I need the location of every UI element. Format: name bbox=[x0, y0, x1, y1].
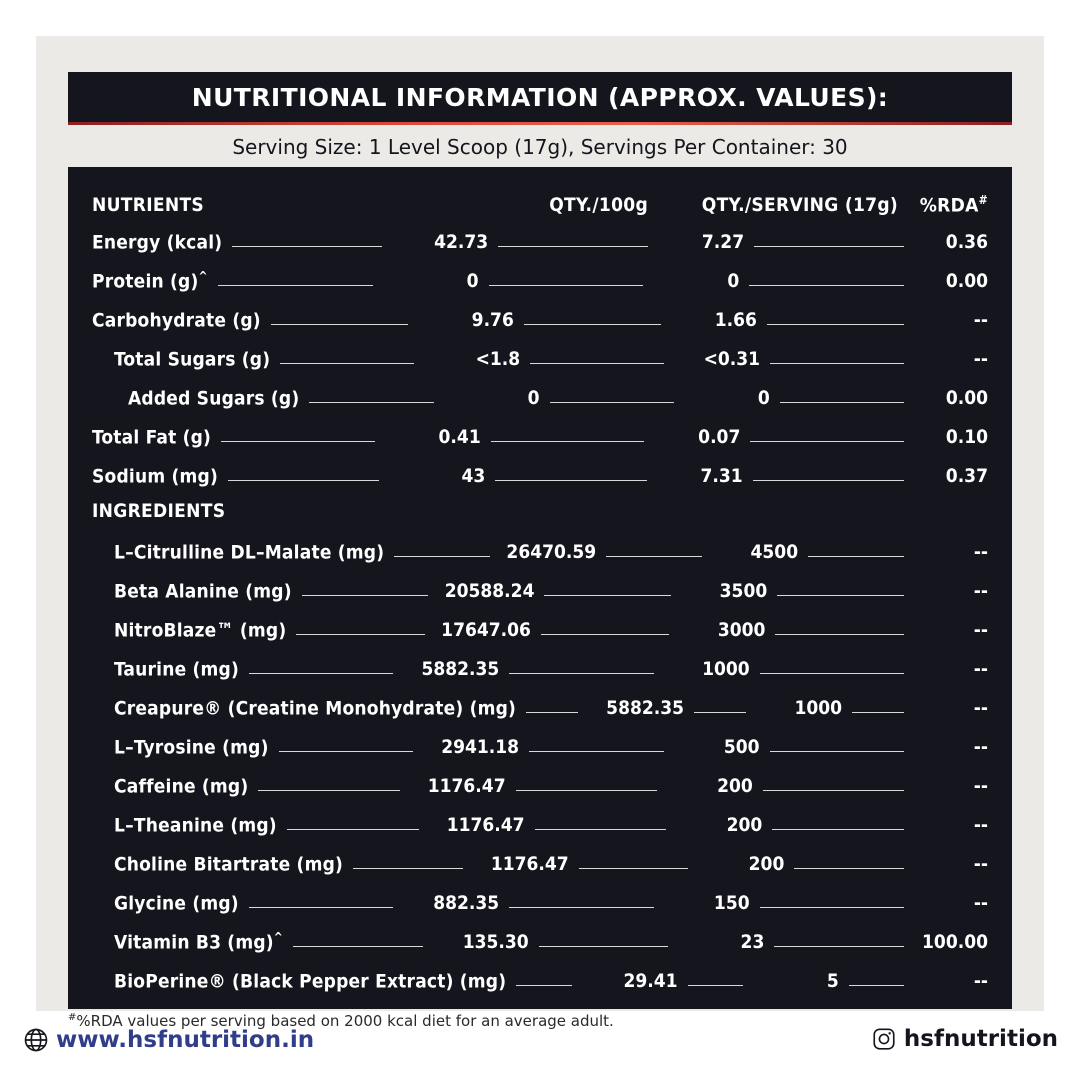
leader-line bbox=[258, 790, 399, 791]
leader-line bbox=[852, 712, 904, 713]
value-per-100g: <1.8 bbox=[475, 348, 521, 370]
leader-line bbox=[770, 363, 904, 364]
leader-line bbox=[228, 480, 379, 481]
website-link[interactable] bbox=[22, 1026, 314, 1054]
leader-line bbox=[754, 246, 904, 247]
row-label: Taurine (mg) bbox=[114, 658, 239, 680]
leader-line bbox=[516, 790, 657, 791]
table-row bbox=[92, 525, 988, 564]
table-row bbox=[92, 915, 988, 954]
value-per-serving: 7.31 bbox=[700, 465, 743, 487]
table-row bbox=[92, 798, 988, 837]
leader-line bbox=[249, 907, 393, 908]
value-rda: -- bbox=[973, 775, 988, 797]
row-label: Added Sugars (g) bbox=[128, 387, 300, 409]
value-per-100g: 26470.59 bbox=[506, 541, 597, 563]
row-label: NitroBlaze™ (mg) bbox=[114, 619, 287, 641]
globe-icon bbox=[22, 1026, 50, 1054]
value-per-serving: 7.27 bbox=[701, 231, 745, 253]
leader-line bbox=[249, 673, 393, 674]
value-per-100g: 2941.18 bbox=[441, 736, 520, 758]
value-rda: -- bbox=[973, 892, 989, 914]
row-label: Total Fat (g) bbox=[92, 426, 212, 448]
value-rda: -- bbox=[973, 814, 989, 836]
bottom-bar bbox=[0, 1016, 1080, 1080]
value-per-100g: 5882.35 bbox=[606, 697, 685, 719]
row-label: L–Citrulline DL–Malate (mg) bbox=[114, 541, 385, 563]
value-rda: -- bbox=[973, 697, 988, 719]
leader-line bbox=[760, 907, 904, 908]
leader-line bbox=[777, 595, 904, 596]
value-per-100g: 17647.06 bbox=[441, 619, 531, 641]
value-per-serving: 4500 bbox=[750, 541, 799, 563]
value-per-serving: 500 bbox=[723, 736, 760, 758]
table-row bbox=[92, 837, 988, 876]
table-row bbox=[92, 876, 988, 915]
value-rda: 100.00 bbox=[922, 931, 988, 953]
row-label: BioPerine® (Black Pepper Extract) (mg) bbox=[114, 970, 507, 992]
row-label: Glycine (mg) bbox=[114, 892, 239, 914]
title-band bbox=[68, 72, 1012, 122]
table-row bbox=[92, 759, 988, 798]
value-per-100g: 0 bbox=[466, 270, 479, 292]
table-row bbox=[92, 449, 988, 488]
value-per-serving: 200 bbox=[717, 775, 753, 797]
value-rda: -- bbox=[973, 619, 988, 641]
row-label: Protein (g)^ bbox=[92, 268, 208, 292]
value-rda: 0.00 bbox=[945, 270, 989, 292]
table-row bbox=[92, 603, 988, 642]
leader-line bbox=[763, 790, 904, 791]
value-per-serving: 3000 bbox=[717, 619, 766, 641]
row-label: L–Theanine (mg) bbox=[114, 814, 277, 836]
row-label: Total Sugars (g) bbox=[114, 348, 271, 370]
leader-line bbox=[509, 907, 653, 908]
leader-line bbox=[218, 285, 373, 286]
value-per-serving: 1000 bbox=[702, 658, 750, 680]
table-row bbox=[92, 293, 988, 332]
row-label: Creapure® (Creatine Monohydrate) (mg) bbox=[114, 697, 517, 719]
row-label: Beta Alanine (mg) bbox=[114, 580, 292, 602]
column-header-rda: %RDA# bbox=[919, 192, 988, 216]
instagram-handle[interactable] bbox=[871, 1026, 1058, 1052]
leader-line bbox=[750, 441, 904, 442]
leader-line bbox=[539, 946, 669, 947]
leader-line bbox=[780, 402, 904, 403]
label-card bbox=[36, 36, 1044, 1030]
value-per-100g: 1176.47 bbox=[427, 775, 506, 797]
leader-line bbox=[760, 673, 904, 674]
leader-line bbox=[516, 985, 571, 986]
leader-line bbox=[794, 868, 904, 869]
value-rda: 0.37 bbox=[945, 465, 988, 487]
nutrition-table bbox=[68, 167, 1012, 1009]
value-rda: 0.00 bbox=[945, 387, 989, 409]
row-label: Sodium (mg) bbox=[92, 465, 218, 487]
leader-line bbox=[849, 985, 904, 986]
table-row bbox=[92, 564, 988, 603]
value-rda: -- bbox=[973, 736, 988, 758]
leader-line bbox=[302, 595, 429, 596]
leader-line bbox=[287, 829, 419, 830]
row-label: Vitamin B3 (mg)^ bbox=[114, 929, 284, 953]
table-row bbox=[92, 681, 988, 720]
leader-line bbox=[808, 556, 904, 557]
leader-line bbox=[774, 946, 904, 947]
leader-line bbox=[544, 595, 671, 596]
leader-line bbox=[293, 946, 423, 947]
value-per-serving: 200 bbox=[726, 814, 763, 836]
leader-line bbox=[606, 556, 702, 557]
value-per-serving: 0.07 bbox=[698, 426, 741, 448]
value-per-100g: 0.41 bbox=[438, 426, 481, 448]
leader-line bbox=[232, 246, 382, 247]
page-title: NUTRITIONAL INFORMATION (APPROX. VALUES): bbox=[191, 82, 889, 112]
leader-line bbox=[271, 324, 408, 325]
value-per-serving: 3500 bbox=[719, 580, 768, 602]
leader-line bbox=[524, 324, 661, 325]
instagram-icon bbox=[871, 1026, 897, 1052]
value-rda: 0.10 bbox=[945, 426, 988, 448]
leader-line bbox=[688, 985, 743, 986]
table-row bbox=[92, 215, 988, 254]
row-label: Carbohydrate (g) bbox=[92, 309, 261, 331]
leader-line bbox=[526, 712, 578, 713]
instagram-username: hsfnutrition bbox=[903, 1026, 1058, 1052]
table-row bbox=[92, 410, 988, 449]
leader-line bbox=[394, 556, 490, 557]
value-per-100g: 43 bbox=[461, 465, 486, 487]
value-per-serving: 23 bbox=[740, 931, 765, 953]
value-rda: -- bbox=[973, 970, 989, 992]
serving-info: Serving Size: 1 Level Scoop (17g), Servings Per Container: 30 bbox=[232, 135, 848, 159]
value-per-serving: 0 bbox=[757, 387, 770, 409]
value-per-100g: 42.73 bbox=[434, 231, 489, 253]
value-rda: -- bbox=[973, 309, 988, 331]
value-rda: -- bbox=[973, 658, 988, 680]
column-header-nutrients: NUTRIENTS bbox=[92, 194, 205, 216]
leader-line bbox=[753, 480, 904, 481]
row-label: L–Tyrosine (mg) bbox=[114, 736, 269, 758]
leader-line bbox=[489, 285, 644, 286]
leader-line bbox=[535, 829, 667, 830]
leader-line bbox=[491, 441, 645, 442]
column-header-per-serving: QTY./SERVING (17g) bbox=[701, 194, 898, 216]
rda-footnote: #%RDA values per serving based on 2000 kcal diet for an average adult. bbox=[68, 1012, 614, 1030]
value-per-100g: 5882.35 bbox=[421, 658, 500, 680]
leader-line bbox=[509, 673, 653, 674]
value-rda: -- bbox=[973, 853, 988, 875]
leader-line bbox=[770, 751, 904, 752]
value-rda: 0.36 bbox=[945, 231, 988, 253]
value-rda: -- bbox=[973, 580, 988, 602]
leader-line bbox=[530, 363, 664, 364]
value-per-100g: 1176.47 bbox=[490, 853, 569, 875]
leader-line bbox=[694, 712, 746, 713]
value-per-100g: 20588.24 bbox=[444, 580, 535, 602]
value-per-serving: <0.31 bbox=[703, 348, 761, 370]
value-per-100g: 29.41 bbox=[623, 970, 678, 992]
leader-line bbox=[495, 480, 646, 481]
leader-line bbox=[221, 441, 375, 442]
leader-line bbox=[309, 402, 433, 403]
table-row bbox=[92, 254, 988, 293]
leader-line bbox=[541, 634, 670, 635]
table-row bbox=[92, 642, 988, 681]
leader-line bbox=[767, 324, 904, 325]
leader-line bbox=[296, 634, 425, 635]
leader-line bbox=[280, 363, 414, 364]
accent-rule bbox=[68, 122, 1012, 125]
leader-line bbox=[529, 751, 663, 752]
website-url: www.hsfnutrition.in bbox=[56, 1027, 315, 1053]
row-label: Energy (kcal) bbox=[92, 231, 223, 253]
leader-line bbox=[749, 285, 904, 286]
leader-line bbox=[353, 868, 463, 869]
leader-line bbox=[550, 402, 674, 403]
table-row bbox=[92, 332, 988, 371]
ingredients-heading: INGREDIENTS bbox=[92, 500, 226, 522]
row-label: Choline Bitartrate (mg) bbox=[114, 853, 344, 875]
value-per-100g: 1176.47 bbox=[446, 814, 525, 836]
table-row bbox=[92, 371, 988, 410]
value-per-100g: 0 bbox=[527, 387, 540, 409]
value-per-100g: 9.76 bbox=[471, 309, 514, 331]
leader-line bbox=[279, 751, 413, 752]
row-label: Caffeine (mg) bbox=[114, 775, 249, 797]
value-per-serving: 200 bbox=[748, 853, 785, 875]
value-per-serving: 1000 bbox=[794, 697, 843, 719]
column-header-per-100g: QTY./100g bbox=[549, 194, 648, 216]
leader-line bbox=[775, 634, 904, 635]
value-rda: -- bbox=[973, 348, 988, 370]
value-per-serving: 1.66 bbox=[714, 309, 757, 331]
table-row bbox=[92, 720, 988, 759]
leader-line bbox=[498, 246, 648, 247]
table-header-row bbox=[92, 181, 988, 215]
value-per-serving: 0 bbox=[727, 270, 740, 292]
value-per-100g: 135.30 bbox=[462, 931, 529, 953]
value-per-serving: 5 bbox=[826, 970, 839, 992]
table-row bbox=[92, 954, 988, 993]
value-per-serving: 150 bbox=[713, 892, 750, 914]
leader-line bbox=[772, 829, 904, 830]
leader-line bbox=[579, 868, 689, 869]
value-per-100g: 882.35 bbox=[433, 892, 500, 914]
value-rda: -- bbox=[973, 541, 989, 563]
